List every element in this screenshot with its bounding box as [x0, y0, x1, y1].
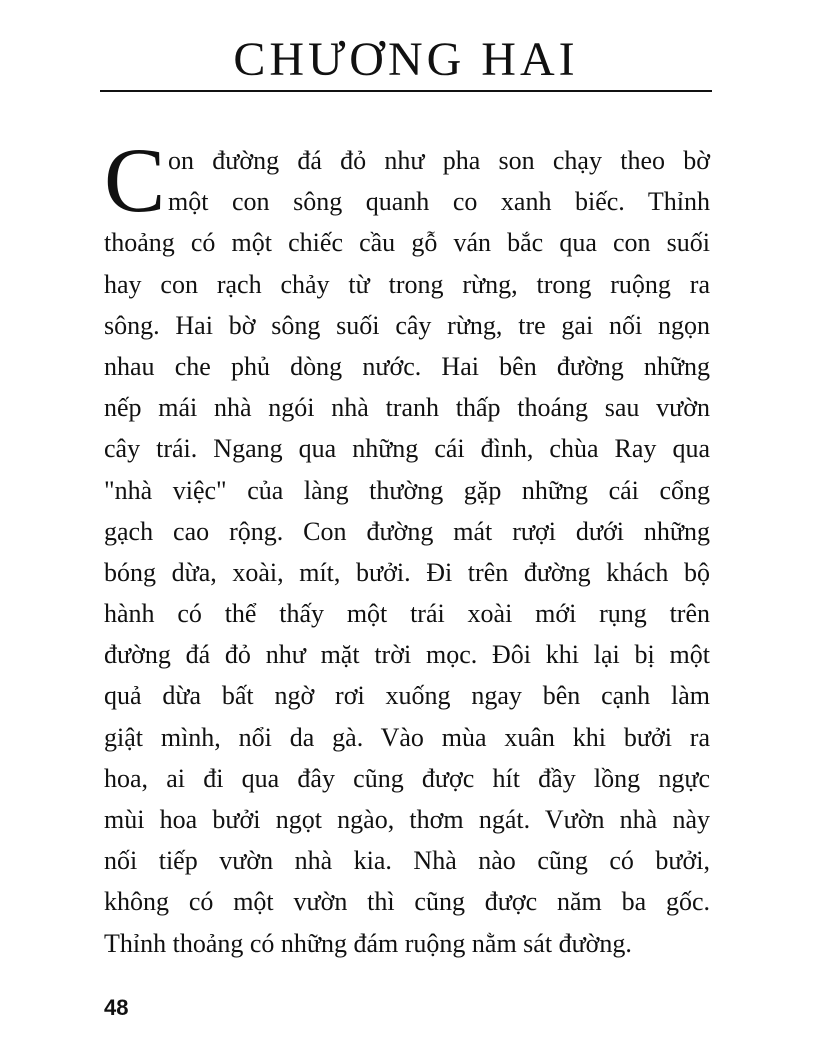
text-line: hoa, ai đi qua đây cũng được hít đầy lồng ngực [104, 763, 710, 793]
text-line: nhau che phủ dòng nước. Hai bên đường những [104, 351, 710, 381]
text-line: đường đá đỏ như mặt trời mọc. Đôi khi lại bị một [104, 640, 710, 670]
text-line: nếp mái nhà ngói nhà tranh thấp thoáng sau vườn [104, 393, 710, 423]
text-line: không có một vườn thì cũng được năm ba gốc. [104, 887, 710, 917]
text-line: cây trái. Ngang qua những cái đình, chùa Ray qua [104, 434, 710, 464]
chapter-title: CHƯƠNG HAI [233, 33, 579, 86]
text-line: quả dừa bất ngờ rơi xuống ngay bên cạnh làm [104, 681, 710, 711]
text-line: mùi hoa bưởi ngọt ngào, thơm ngát. Vườn nhà này [104, 805, 710, 834]
text-line: một con sông quanh co xanh biếc. Thỉnh [168, 187, 710, 217]
drop-cap: C [104, 129, 166, 231]
text-line: giật mình, nổi da gà. Vào mùa xuân khi bưởi ra [104, 722, 710, 752]
title-divider [100, 90, 712, 92]
text-line: bóng dừa, xoài, mít, bưởi. Đi trên đường khách bộ [104, 557, 710, 587]
text-line: on đường đá đỏ như pha son chạy theo bờ [168, 146, 710, 175]
chapter-body [104, 140, 710, 964]
text-line: "nhà việc" của làng thường gặp những cái cổng [104, 475, 710, 505]
text-line: sông. Hai bờ sông suối cây rừng, tre gai nối ngọn [104, 310, 710, 340]
text-line: Thỉnh thoảng có những đám ruộng nằm sát đường. [104, 928, 632, 958]
page-number: 48 [104, 995, 129, 1020]
text-line: hay con rạch chảy từ trong rừng, trong ruộng ra [104, 269, 710, 299]
text-line: gạch cao rộng. Con đường mát rượi dưới những [104, 516, 710, 546]
text-line: hành có thể thấy một trái xoài mới rụng trên [104, 599, 710, 629]
text-line: thoảng có một chiếc cầu gỗ ván bắc qua con suối [104, 228, 710, 258]
text-line: nối tiếp vườn nhà kia. Nhà nào cũng có bưởi, [104, 846, 710, 876]
